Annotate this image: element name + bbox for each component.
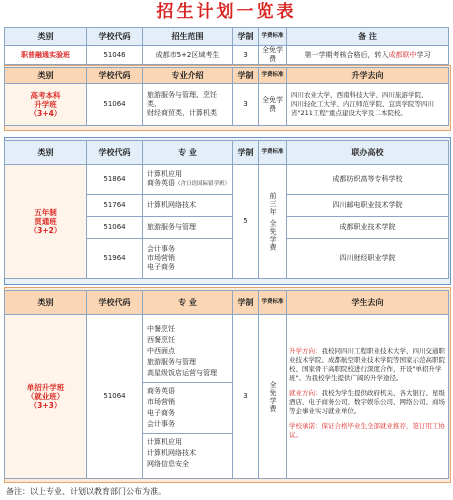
college: 四川邮电职业技术学院	[287, 195, 449, 217]
table-single-enroll	[4, 290, 449, 479]
fee: 全免学费	[259, 46, 287, 65]
majors: 会计事务 市场营销 电子商务	[143, 239, 233, 279]
majors-list: 中餐烹饪 西餐烹饪 中西面点 旅游服务与管理 高星级饭店运营与管理 商务英语 市场营销 电子商务 会计事务 计算机应用 计算机网络技术 网络信息安全	[143, 315, 233, 479]
code: 51064	[87, 217, 143, 239]
header-code: 学校代码	[87, 28, 143, 46]
college: 成都职业技术学院	[287, 217, 449, 239]
category-single-enroll: 单招升学班 （就业班） （3+3）	[5, 315, 87, 479]
header-majors: 专业介绍	[143, 68, 233, 84]
code: 51064	[87, 84, 143, 126]
header-note: 备 注	[287, 28, 449, 46]
page-title: 招生计划一览表	[156, 2, 297, 22]
years: 3	[233, 315, 259, 479]
college: 四川财经职业学院	[287, 239, 449, 279]
code: 51964	[87, 239, 143, 279]
scope: 成都市5+2区域考生	[143, 46, 233, 65]
code: 51046	[87, 46, 143, 65]
code: 51864	[87, 165, 143, 195]
header-fee: 学费标准	[259, 28, 287, 46]
years: 5	[233, 165, 259, 279]
footnote: 备注：以上专业、计划以教育部门公布为准。	[6, 487, 166, 496]
fee: 全免学费	[259, 84, 287, 126]
header-category: 类别	[5, 68, 87, 84]
category-pilot: 职普融通实验班	[5, 46, 87, 65]
header-scope: 招生范围	[143, 28, 233, 46]
header-destination: 学生去向	[287, 291, 449, 315]
note: 第一学期考核合格后，转入成都联中学习	[287, 46, 449, 65]
fee: 前三年 全免学费	[259, 165, 287, 279]
header-fee: 学费标准	[259, 141, 287, 165]
code: 51764	[87, 195, 143, 217]
majors: 旅游服务与管理	[143, 217, 233, 239]
majors: 计算机网络技术	[143, 195, 233, 217]
table-five-year	[4, 140, 449, 279]
header-category: 类别	[5, 28, 87, 46]
header-fee: 学费标准	[259, 291, 287, 315]
header-years: 学制	[233, 28, 259, 46]
header-majors: 专 业	[143, 141, 233, 165]
category-undergrad: 高考本科 升学班 （3+4）	[5, 84, 87, 126]
header-code: 学校代码	[87, 141, 143, 165]
header-fee: 学费标准	[259, 68, 287, 84]
header-college: 联办高校	[287, 141, 449, 165]
header-majors: 专 业	[143, 291, 233, 315]
header-years: 学制	[233, 291, 259, 315]
years: 3	[233, 46, 259, 65]
table-vocational-pilot	[4, 27, 449, 65]
fee: 全免学费	[259, 315, 287, 479]
header-code: 学校代码	[87, 291, 143, 315]
table-undergrad	[4, 67, 449, 126]
category-five-year: 五年制 贯通班 （3+2）	[5, 165, 87, 279]
destination: 升学方向：我校同四川工程职业技术大学、四川交通职业技术学院、成都航空职业技术学院等国家示范高职院校、国家骨干高职院校进行深度合作，开设"单招升学班"。为我校学生提供广阔的升学途径。 就业方向：我校为学生提供政府机关、各大银行、星级酒店、电子商务公司、数字娱乐公司、网络公司、商场等企事业实习就业单位。 学校承诺：保证合格毕业生全部就业推荐，签订用工协议。	[287, 315, 449, 479]
majors: 旅游服务与管理、烹饪类、 财经商贸类、计算机类	[143, 84, 233, 126]
code: 51064	[87, 315, 143, 479]
header-destination: 升学去向	[287, 68, 449, 84]
destination: 四川农业大学、西南科技大学、四川旅游学院、 四川轻化工大学、内江师范学院、宜宾学院等四川 省"211工程"重点建设大学及二本院校。	[287, 84, 449, 126]
years: 3	[233, 84, 259, 126]
header-years: 学制	[233, 68, 259, 84]
header-category: 类别	[5, 291, 87, 315]
majors: 计算机应用 商务英语（含日语国际留学班）	[143, 165, 233, 195]
college: 成都纺织高等专科学校	[287, 165, 449, 195]
header-years: 学制	[233, 141, 259, 165]
header-code: 学校代码	[87, 68, 143, 84]
header-category: 类别	[5, 141, 87, 165]
